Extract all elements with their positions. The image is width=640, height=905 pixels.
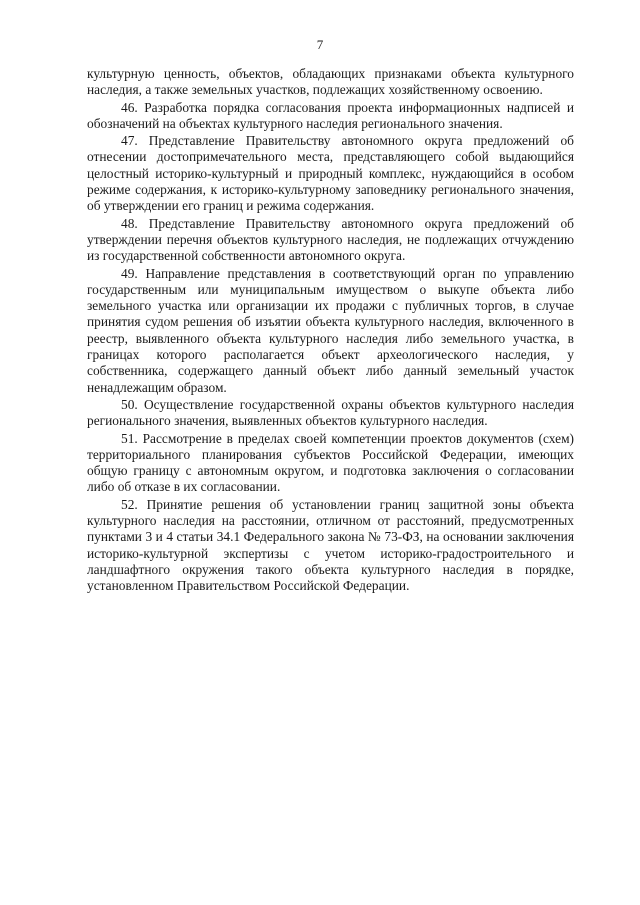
paragraph-item-47: 47. Представление Правительству автономного округа предложений об отнесении достопримечательного места, представляющего собой выдающийся целостный историко-культурный и природный комплекс, нуждающийся в особом режиме содержания, к историко-культурному заповеднику регионального значения, об утверждении его границ и режима содержания. xyxy=(87,133,574,214)
page-number: 7 xyxy=(316,37,324,52)
paragraph-continuation: культурную ценность, объектов, обладающих признаками объекта культурного наследия, а также земельных участков, подлежащих хозяйственному освоению. xyxy=(87,66,574,98)
paragraph-item-46: 46. Разработка порядка согласования проекта информационных надписей и обозначений на объектах культурного наследия регионального значения. xyxy=(87,99,574,131)
paragraph-item-50: 50. Осуществление государственной охраны объектов культурного наследия регионального значения, выявленных объектов культурного наследия. xyxy=(87,396,574,429)
document-body xyxy=(87,66,574,596)
paragraph-item-52: 52. Принятие решения об установлении границ защитной зоны объекта культурного наследия на расстоянии, отличном от расстояний, предусмотренных пунктами 3 и 4 статьи 34.1 Федерального закона № 73-ФЗ, на основании заключения историко-культурной экспертизы с учетом историко-градостроительного и ландшафтного окружения такого объекта культурного наследия в порядке, установленном Правительством Российской Федерации. xyxy=(87,496,574,594)
paragraph-item-51: 51. Рассмотрение в пределах своей компетенции проектов документов (схем) территориального планирования субъектов Российской Федерации, имеющих общую границу с автономным округом, и подготовка заключения о согласовании либо об отказе в их согласовании. xyxy=(87,430,574,495)
paragraph-item-48: 48. Представление Правительству автономного округа предложений об утверждении перечня объектов культурного наследия, не подлежащих отчуждению из государственной собственности автономного округа. xyxy=(87,215,574,264)
paragraph-item-49: 49. Направление представления в соответствующий орган по управлению государственным или муниципальным имуществом о выкупе объекта либо земельного участка или организации их продажи с публичных торгов, в случае принятия судом решения об изъятии объекта культурного наследия, включенного в реестр, выявленного объекта культурного наследия либо земельного участка, в границах которого располагается объект археологического наследия, у собственника, содержащего данный объект либо данный земельный участок ненадлежащим образом. xyxy=(87,265,574,395)
